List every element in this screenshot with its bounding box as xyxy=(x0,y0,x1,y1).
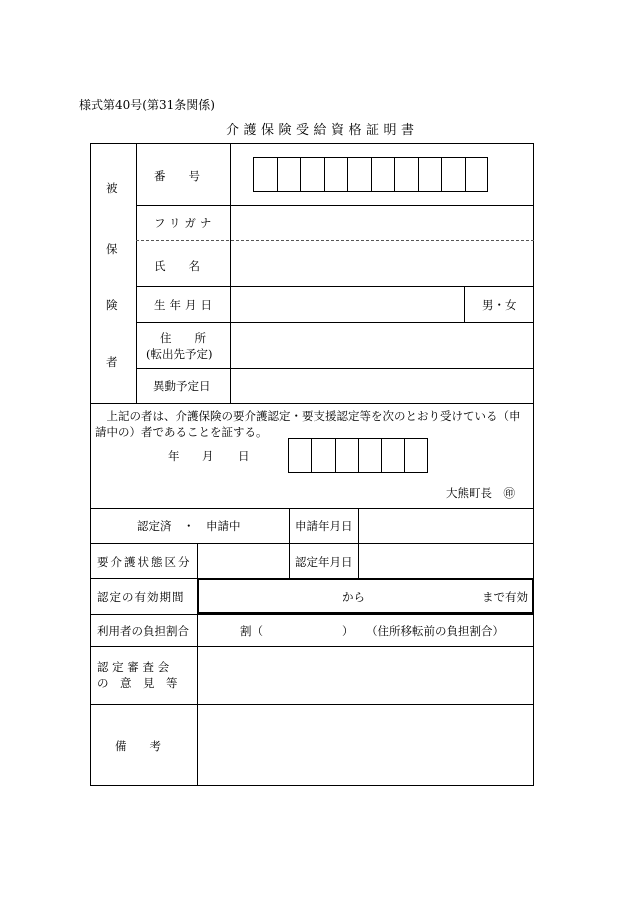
burden-note: （住所移転前の負担割合） xyxy=(366,624,504,638)
row-line xyxy=(90,614,534,615)
row-line xyxy=(90,508,534,509)
certification-statement: 上記の者は、介護保険の要介護認定・要支援認定等を次のとおり受けている（申請中の）者であることを証する。 xyxy=(95,409,521,439)
furigana-dash-line xyxy=(136,240,534,241)
validity-from: から xyxy=(342,590,365,604)
insured-label-char: 者 xyxy=(106,355,118,369)
date-day-label: 日 xyxy=(238,449,250,463)
date-month-label: 月 xyxy=(202,449,214,463)
insured-label-char: 被 xyxy=(106,181,118,195)
move-date-label: 異動予定日 xyxy=(153,379,211,393)
application-date-label: 申請年月日 xyxy=(295,519,353,533)
address-label-note: (転出先予定) xyxy=(146,347,213,361)
insured-number-boxes xyxy=(253,157,488,192)
address-label: 住 所 xyxy=(160,331,206,345)
issuer-name: 大熊町長 ㊞ xyxy=(446,486,515,500)
document-title: 介護保険受給資格証明書 xyxy=(226,123,419,138)
committee-label-2: の 意 見 等 xyxy=(97,676,178,690)
row-line xyxy=(90,704,534,705)
row-line xyxy=(136,205,534,206)
remarks-label: 備 考 xyxy=(115,739,161,753)
form-number: 様式第40号(第31条関係) xyxy=(79,98,215,112)
certification-date-label: 認定年月日 xyxy=(295,555,353,569)
birthdate-label: 生年月日 xyxy=(154,298,216,312)
validity-label: 認定の有効期間 xyxy=(97,590,185,604)
row-line xyxy=(136,322,534,323)
furigana-label: フリガナ xyxy=(154,216,216,230)
row-line xyxy=(90,403,534,404)
number-label: 番 号 xyxy=(154,169,200,183)
issue-date-boxes xyxy=(288,438,428,473)
burden-label: 利用者の負担割合 xyxy=(97,624,189,638)
insured-label-char: 険 xyxy=(106,298,118,312)
name-label: 氏 名 xyxy=(154,259,200,273)
row-line xyxy=(136,368,534,369)
date-year-label: 年 xyxy=(168,449,180,463)
insured-label-divider xyxy=(136,143,137,403)
validity-until: まで有効 xyxy=(482,590,528,604)
insured-label-char: 保 xyxy=(106,242,118,256)
certified-or-applying: 認定済 ・ 申請中 xyxy=(137,519,241,533)
committee-label: 認 定 審 査 会 xyxy=(97,660,170,674)
row-line xyxy=(90,646,534,647)
sex-label: 男・女 xyxy=(482,298,517,312)
burden-close: ） xyxy=(342,624,354,638)
burden-wari: 割（ xyxy=(240,624,263,638)
care-level-label: 要介護状態区分 xyxy=(97,555,192,569)
field-label-divider xyxy=(230,143,231,403)
row-line xyxy=(90,543,534,544)
row-line xyxy=(136,286,534,287)
sex-divider xyxy=(464,286,465,322)
